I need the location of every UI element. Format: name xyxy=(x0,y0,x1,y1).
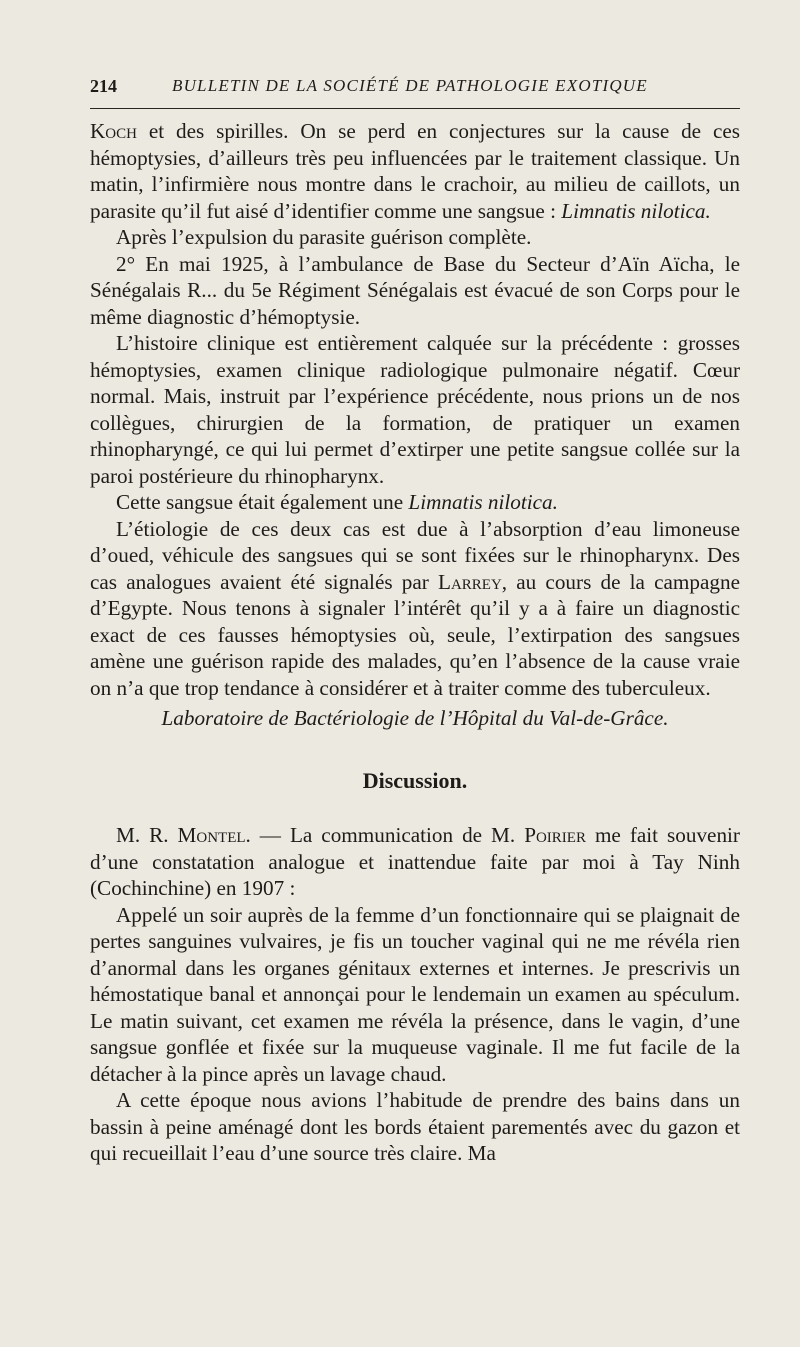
running-title: BULLETIN DE LA SOCIÉTÉ DE PATHOLOGIE EXOTIQUE xyxy=(172,76,648,95)
author-name-poirier: Poirier xyxy=(524,823,586,847)
author-name-larrey: Larrey xyxy=(438,569,502,594)
speaker-prefix: M. R. xyxy=(116,823,178,847)
species-name: Limnatis nilotica. xyxy=(408,490,558,514)
header-rule xyxy=(90,108,740,109)
paragraph-text: , au cours de la campagne d’Egypte. Nous tenons à signaler l’intérêt qu’il y a à faire un diagnostic exact de ces fausses hémoptysies où, seule, l’extirpation des sangsues amène une guérison rapide des malades, qu’en l’absence de la cause vraie on n’a que trop tendance à considérer et à traiter comme des tuberculeux. xyxy=(90,569,741,700)
speaker-name: Montel xyxy=(177,823,246,847)
discussion-heading: Discussion. xyxy=(362,767,468,793)
paragraph-text: L’étiologie de ces deux cas est due à l’absorption d’eau limoneuse d’oued, véhicule des sangsues qui se sont fixées sur le rhinopharynx. Des cas analogues avaient été signalés par xyxy=(90,516,740,594)
discussion-paragraph-2: Appelé un soir auprès de la femme d’un fonctionnaire qui se plaignait de pertes sanguines vulvaires, je fis un toucher vaginal qui ne me révéla rien d’anormal dans les organes génitaux externes et internes. Je prescrivis un hémostatique banal et annonçai pour le lendemain un examen au spéculum. Le matin suivant, cet examen me révéla la présence, dans le vagin, d’une sangsue gonflée et fixée sur la muqueuse vaginale. Il me fut facile de la détacher à la pince après un lavage chaud. xyxy=(90,902,740,1086)
paragraph-6 xyxy=(90,516,740,702)
paragraph-5 xyxy=(90,489,740,516)
article-body xyxy=(90,118,740,1167)
page-header xyxy=(90,76,740,104)
paragraph-text: me fait souvenir d’une constatation analogue et inattendue faite par moi à Tay Ninh (Cochinchine) en 1907 : xyxy=(90,823,740,900)
affiliation: Laboratoire de Bactériologie de l’Hôpital du Val-de-Grâce. xyxy=(161,706,669,730)
paragraph-text: Cette sangsue était également une xyxy=(116,490,409,514)
discussion-paragraph-3: A cette époque nous avions l’habitude de prendre des bains dans un bassin à peine aménagé dont les bords étaient parementés avec du gazon et qui recueillait l’eau d’une source très claire. Ma xyxy=(90,1088,740,1165)
paragraph-2: Après l’expulsion du parasite guérison complète. xyxy=(116,225,532,249)
discussion-paragraph-1 xyxy=(90,822,740,902)
paragraph-text: . — La communication de M. xyxy=(245,823,525,847)
paragraph-3: 2° En mai 1925, à l’ambulance de Base du Secteur d’Aïn Aïcha, le Sénégalais R... du 5e Régiment Sénégalais est évacué de son Corps pour le même diagnostic d’hémoptysie. xyxy=(90,251,740,329)
paragraph-4: L’histoire clinique est entièrement calquée sur la précédente : grosses hémoptysies, examen clinique radiologique pulmonaire négatif. Cœur normal. Mais, instruit par l’expérience précédente, nous prions un de nos collègues, chirurgien de la formation, de pratiquer un examen rhinopharyngé, ce qui lui permet d’extirper une petite sangsue collée sur la paroi postérieure du rhinopharynx. xyxy=(90,331,740,488)
species-name: Limnatis nilotica. xyxy=(561,198,711,223)
author-name-koch: Koch xyxy=(90,119,137,143)
paragraph-1 xyxy=(90,118,740,224)
page-number: 214 xyxy=(90,76,117,96)
paragraph-text: et des spirilles. On se perd en conjectures sur la cause de ces hémoptysies, d’ailleurs très peu influencées par le traitement classique. Un matin, l’infirmière nous montre dans le crachoir, au milieu de caillots, un parasite qu’il fut aisé d’identifier comme une sangsue : xyxy=(90,119,740,223)
